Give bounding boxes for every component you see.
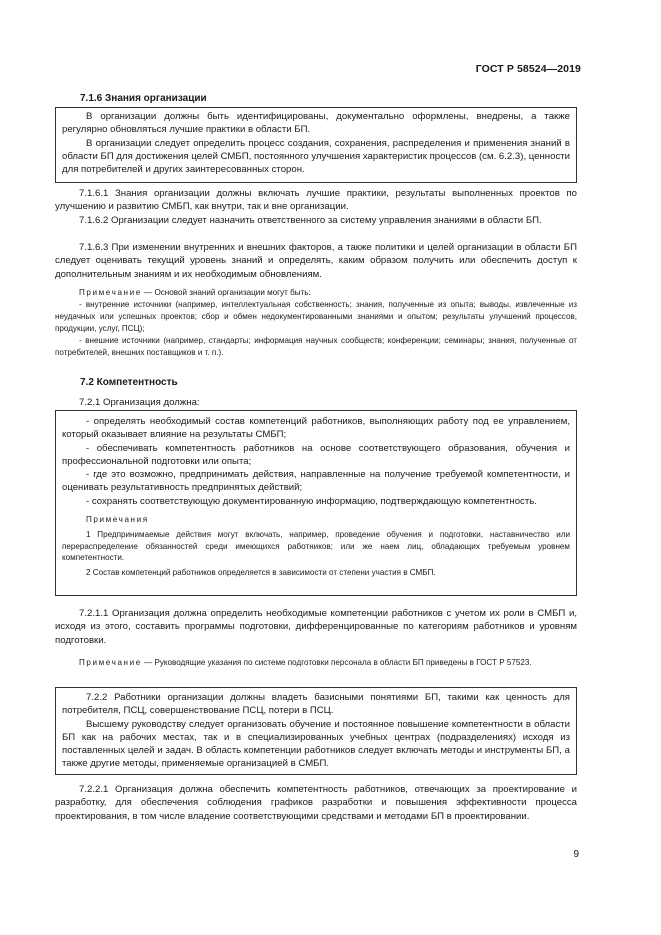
note-label: Примечание [79, 288, 142, 297]
paragraph-7-2-1-1: 7.2.1.1 Организация должна определить необходимые компетенции работников с учетом их роли в СМБП и, исходя из этого, составить программы подготовки, дифференцированные по категориям работников и уровням подготовки. [55, 608, 577, 646]
requirement-box-7-2-2 [55, 687, 577, 775]
box-list-item: - где это возможно, предпринимать действия, направленные на получение требуемой компетентности, и оценивать результативность предпринятых действий; [62, 469, 570, 494]
notes-label: Примечания [86, 515, 149, 525]
paragraph-7-2-2-1: 7.2.2.1 Организация должна обеспечить компетентность работников, отвечающих за проектирование и разработку, для обеспечения соблюдения графиков разработки и повышения эффективности процесса проектирования, в том числе владение соответствующими средствами и методами БП в проектировании. [55, 784, 577, 822]
note-text: — Руководящие указания по системе подготовки персонала в области БП приведены в ГОСТ Р 57523. [141, 658, 532, 667]
note-7-1-6 [55, 287, 577, 299]
requirement-box-7-2-1 [55, 410, 577, 596]
paragraph-7-1-6-1: 7.1.6.1 Знания организации должны включать лучшие практики, результаты выполненных проектов по улучшению и развитию СМБП, как внутри, так и вне организации. [55, 188, 577, 213]
box-note: 1 Предпринимаемые действия могут включать, например, проведение обучения и подготовки, наставничество или перераспределение обязанностей среди имеющихся работников; или же наем лиц, обладающих требуемым уровнем компетентности. [62, 529, 570, 563]
paragraph-7-2-1: 7.2.1 Организация должна: [79, 397, 200, 408]
note-text: — Основой знаний организации могут быть: [141, 288, 311, 297]
requirement-box-7-1-6 [55, 107, 577, 183]
note-item: - внешние источники (например, стандарты; информация научных сообществ; конференции; семинары; знания, полученные от потребителей, внешних поставщиков и т. п.). [55, 336, 577, 357]
box-paragraph: В организации следует определить процесс создания, сохранения, распределения и применения знаний в области БП для достижения целей СМБП, постоянного улучшения характеристик процессов (см. 6.2.3), ценности для потребителей и других заинтересованных сторон. [62, 137, 570, 176]
page-number: 9 [573, 849, 579, 860]
box-paragraph: 7.2.2 Работники организации должны владеть базисными понятиями БП, такими как ценность для потребителя, ПСЦ, совершенствование ПСЦ, потери в ПСЦ. [62, 692, 570, 717]
box-note: 2 Состав компетенций работников определяется в зависимости от степени участия в СМБП. [86, 568, 436, 578]
box-list-item: - определять необходимый состав компетенций работников, выполняющих работу под ее управлением, который оказывает влияние на результаты СМБП; [62, 416, 570, 441]
section-title-7-2: 7.2 Компетентность [80, 377, 178, 388]
paragraph-7-1-6-2: 7.1.6.2 Организации следует назначить ответственного за систему управления знаниями в области БП. [79, 215, 542, 226]
note-label: Примечание [79, 658, 142, 667]
paragraph-7-1-6-3: 7.1.6.3 При изменении внутренних и внешних факторов, а также политики и целей организации в области БП следует оценивать текущий уровень знаний и определять, каким образом получить или обеспечить доступ к дополнительным знаниям и их необходимым обновлениям. [55, 242, 577, 280]
note-item: - внутренние источники (например, интеллектуальная собственность; знания, полученные из опыта; выводы, извлеченные из неудачных или успешных проектов; сбор и обмен недокументированными знаниями и опытом; результаты улучшений процессов, продукции, услуг, ПСЦ); [55, 300, 577, 333]
note-7-2-1-1 [55, 657, 577, 669]
box-notes-heading [62, 514, 570, 526]
box-paragraph: В организации должны быть идентифицированы, документально оформлены, внедрены, а также регулярно обновляться лучшие практики в области БП. [62, 111, 570, 136]
section-title-7-1-6: 7.1.6 Знания организации [80, 93, 207, 104]
box-list-item: - обеспечивать компетентность работников на основе соответствующего образования, обучения и профессиональной подготовки или опыта; [62, 442, 570, 467]
box-list-item: - сохранять соответствующую документированную информацию, подтверждающую компетентность. [86, 495, 537, 507]
document-code: ГОСТ Р 58524—2019 [475, 63, 581, 75]
box-paragraph: Высшему руководству следует организовать обучение и постоянное повышение компетентности в области БП как на рабочих местах, так и в специализированных учебных центрах (подразделениях) исходя из поставленных целей и задач. В область компетенции работников следует включать методы и инструменты БП, а также другие методы, применяемые организацией в СМБП. [62, 718, 570, 770]
